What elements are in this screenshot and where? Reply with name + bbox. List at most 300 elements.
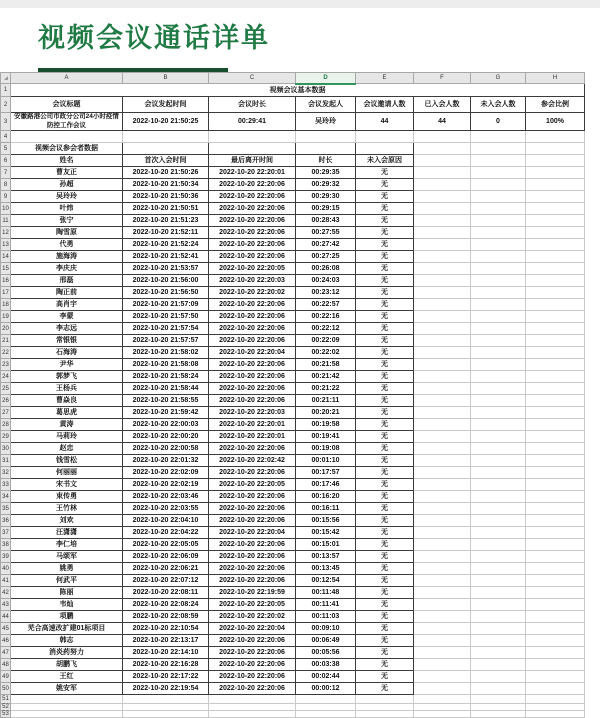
call-duration[interactable]: 00:03:38 bbox=[296, 659, 356, 671]
last-leave-time[interactable]: 2022-10-20 22:20:01 bbox=[209, 431, 296, 443]
last-leave-time[interactable]: 2022-10-20 22:20:06 bbox=[209, 443, 296, 455]
first-join-time[interactable]: 2022-10-20 22:19:54 bbox=[123, 683, 209, 695]
participant-name[interactable]: 马莉玲 bbox=[11, 431, 123, 443]
last-leave-time[interactable]: 2022-10-20 22:20:06 bbox=[209, 383, 296, 395]
row-header[interactable]: 44 bbox=[1, 611, 11, 623]
no-join-reason[interactable]: 无 bbox=[356, 203, 414, 215]
header-start-time[interactable]: 会议发起时间 bbox=[123, 97, 209, 113]
participant-name[interactable]: 李庆庆 bbox=[11, 263, 123, 275]
call-duration[interactable]: 00:09:10 bbox=[296, 623, 356, 635]
call-duration[interactable]: 00:13:57 bbox=[296, 551, 356, 563]
row-header[interactable]: 45 bbox=[1, 623, 11, 635]
participant-name[interactable]: 王竹林 bbox=[11, 503, 123, 515]
last-leave-time[interactable]: 2022-10-20 22:20:04 bbox=[209, 527, 296, 539]
participant-name[interactable]: 石海涛 bbox=[11, 347, 123, 359]
last-leave-time[interactable]: 2022-10-20 22:20:06 bbox=[209, 647, 296, 659]
last-leave-time[interactable]: 2022-10-20 22:20:06 bbox=[209, 683, 296, 695]
call-duration[interactable]: 00:11:48 bbox=[296, 587, 356, 599]
participant-name[interactable]: 葛思虎 bbox=[11, 407, 123, 419]
column-header-e[interactable]: E bbox=[356, 73, 414, 84]
last-leave-time[interactable]: 2022-10-20 22:20:06 bbox=[209, 659, 296, 671]
no-join-reason[interactable]: 无 bbox=[356, 635, 414, 647]
no-join-reason[interactable]: 无 bbox=[356, 443, 414, 455]
participant-name[interactable]: 赵忠 bbox=[11, 443, 123, 455]
participant-name[interactable]: 韩志 bbox=[11, 635, 123, 647]
no-join-reason[interactable]: 无 bbox=[356, 503, 414, 515]
last-leave-time[interactable]: 2022-10-20 22:20:06 bbox=[209, 671, 296, 683]
row-header[interactable]: 41 bbox=[1, 575, 11, 587]
first-join-time[interactable]: 2022-10-20 21:58:02 bbox=[123, 347, 209, 359]
header-name[interactable]: 姓名 bbox=[11, 155, 123, 167]
call-duration[interactable]: 00:17:46 bbox=[296, 479, 356, 491]
participant-name[interactable]: 汪潇潇 bbox=[11, 527, 123, 539]
participant-name[interactable]: 陶正前 bbox=[11, 287, 123, 299]
row-header[interactable]: 49 bbox=[1, 671, 11, 683]
row-header[interactable]: 2 bbox=[1, 97, 11, 113]
no-join-reason[interactable]: 无 bbox=[356, 227, 414, 239]
first-join-time[interactable]: 2022-10-20 22:02:09 bbox=[123, 467, 209, 479]
first-join-time[interactable]: 2022-10-20 21:50:51 bbox=[123, 203, 209, 215]
column-header-f[interactable]: F bbox=[414, 73, 471, 84]
first-join-time[interactable]: 2022-10-20 21:57:50 bbox=[123, 311, 209, 323]
participant-name[interactable]: 李志远 bbox=[11, 323, 123, 335]
last-leave-time[interactable]: 2022-10-20 22:20:06 bbox=[209, 467, 296, 479]
row-header[interactable]: 32 bbox=[1, 467, 11, 479]
header-first-join[interactable]: 首次入会时间 bbox=[123, 155, 209, 167]
row-header[interactable]: 36 bbox=[1, 515, 11, 527]
last-leave-time[interactable]: 2022-10-20 22:20:06 bbox=[209, 635, 296, 647]
call-duration[interactable]: 00:27:55 bbox=[296, 227, 356, 239]
last-leave-time[interactable]: 2022-10-20 22:20:06 bbox=[209, 227, 296, 239]
no-join-reason[interactable]: 无 bbox=[356, 647, 414, 659]
participant-name[interactable]: 姚勇 bbox=[11, 563, 123, 575]
last-leave-time[interactable]: 2022-10-20 22:20:06 bbox=[209, 515, 296, 527]
last-leave-time[interactable]: 2022-10-20 22:20:06 bbox=[209, 335, 296, 347]
row-header[interactable]: 13 bbox=[1, 239, 11, 251]
no-join-reason[interactable]: 无 bbox=[356, 623, 414, 635]
participant-name[interactable]: 黄涛 bbox=[11, 419, 123, 431]
call-duration[interactable]: 00:22:09 bbox=[296, 335, 356, 347]
column-header-g[interactable]: G bbox=[471, 73, 526, 84]
participant-name[interactable]: 王杨兵 bbox=[11, 383, 123, 395]
column-header-d[interactable]: D bbox=[296, 73, 356, 84]
no-join-reason[interactable]: 无 bbox=[356, 359, 414, 371]
first-join-time[interactable]: 2022-10-20 21:50:36 bbox=[123, 191, 209, 203]
no-join-reason[interactable]: 无 bbox=[356, 611, 414, 623]
call-duration[interactable]: 00:26:08 bbox=[296, 263, 356, 275]
no-join-reason[interactable]: 无 bbox=[356, 551, 414, 563]
row-header[interactable]: 37 bbox=[1, 527, 11, 539]
row-header[interactable]: 1 bbox=[1, 84, 11, 97]
call-duration[interactable]: 00:06:49 bbox=[296, 635, 356, 647]
header-meeting-title[interactable]: 会议标题 bbox=[11, 97, 123, 113]
first-join-time[interactable]: 2022-10-20 22:04:10 bbox=[123, 515, 209, 527]
last-leave-time[interactable]: 2022-10-20 22:20:06 bbox=[209, 359, 296, 371]
call-duration[interactable]: 00:22:02 bbox=[296, 347, 356, 359]
call-duration[interactable]: 00:02:44 bbox=[296, 671, 356, 683]
column-header-a[interactable]: A bbox=[11, 73, 123, 84]
first-join-time[interactable]: 2022-10-20 21:58:24 bbox=[123, 371, 209, 383]
call-duration[interactable]: 00:11:41 bbox=[296, 599, 356, 611]
call-duration[interactable]: 00:15:56 bbox=[296, 515, 356, 527]
first-join-time[interactable]: 2022-10-20 22:14:10 bbox=[123, 647, 209, 659]
row-header[interactable]: 14 bbox=[1, 251, 11, 263]
no-join-reason[interactable]: 无 bbox=[356, 239, 414, 251]
row-header[interactable]: 38 bbox=[1, 539, 11, 551]
no-join-reason[interactable]: 无 bbox=[356, 683, 414, 695]
header-invited[interactable]: 会议邀请人数 bbox=[356, 97, 414, 113]
participant-name[interactable]: 叶炜 bbox=[11, 203, 123, 215]
select-all-corner[interactable] bbox=[1, 73, 11, 84]
first-join-time[interactable]: 2022-10-20 21:58:44 bbox=[123, 383, 209, 395]
row-header[interactable]: 24 bbox=[1, 371, 11, 383]
participant-name[interactable]: 芜合高速改扩建01标项目 bbox=[11, 623, 123, 635]
row-header[interactable]: 17 bbox=[1, 287, 11, 299]
participant-name[interactable]: 张宁 bbox=[11, 215, 123, 227]
call-duration[interactable]: 00:19:58 bbox=[296, 419, 356, 431]
row-header[interactable]: 3 bbox=[1, 113, 11, 131]
row-header[interactable]: 9 bbox=[1, 191, 11, 203]
column-header-c[interactable]: C bbox=[209, 73, 296, 84]
row-header[interactable]: 21 bbox=[1, 335, 11, 347]
joined-count-cell[interactable]: 44 bbox=[414, 113, 471, 131]
row-header[interactable]: 18 bbox=[1, 299, 11, 311]
first-join-time[interactable]: 2022-10-20 21:58:55 bbox=[123, 395, 209, 407]
row-header[interactable]: 42 bbox=[1, 587, 11, 599]
first-join-time[interactable]: 2022-10-20 21:52:24 bbox=[123, 239, 209, 251]
row-header[interactable]: 40 bbox=[1, 563, 11, 575]
last-leave-time[interactable]: 2022-10-20 22:20:02 bbox=[209, 287, 296, 299]
first-join-time[interactable]: 2022-10-20 22:08:11 bbox=[123, 587, 209, 599]
call-duration[interactable]: 00:21:58 bbox=[296, 359, 356, 371]
last-leave-time[interactable]: 2022-10-20 22:02:42 bbox=[209, 455, 296, 467]
participant-name[interactable]: 马颂军 bbox=[11, 551, 123, 563]
no-join-reason[interactable]: 无 bbox=[356, 467, 414, 479]
last-leave-time[interactable]: 2022-10-20 22:20:06 bbox=[209, 215, 296, 227]
meeting-initiator-cell[interactable]: 吴玲玲 bbox=[296, 113, 356, 131]
no-join-reason[interactable]: 无 bbox=[356, 659, 414, 671]
call-duration[interactable]: 00:01:10 bbox=[296, 455, 356, 467]
first-join-time[interactable]: 2022-10-20 21:57:57 bbox=[123, 335, 209, 347]
last-leave-time[interactable]: 2022-10-20 22:20:06 bbox=[209, 299, 296, 311]
last-leave-time[interactable]: 2022-10-20 22:20:03 bbox=[209, 407, 296, 419]
last-leave-time[interactable]: 2022-10-20 22:20:06 bbox=[209, 491, 296, 503]
no-join-reason[interactable]: 无 bbox=[356, 455, 414, 467]
row-header[interactable]: 25 bbox=[1, 383, 11, 395]
no-join-reason[interactable]: 无 bbox=[356, 599, 414, 611]
first-join-time[interactable]: 2022-10-20 21:58:08 bbox=[123, 359, 209, 371]
participant-name[interactable]: 李蒙 bbox=[11, 311, 123, 323]
participant-name[interactable]: 高肖宇 bbox=[11, 299, 123, 311]
call-duration[interactable]: 00:20:21 bbox=[296, 407, 356, 419]
row-header[interactable]: 10 bbox=[1, 203, 11, 215]
first-join-time[interactable]: 2022-10-20 22:04:22 bbox=[123, 527, 209, 539]
call-duration[interactable]: 00:23:12 bbox=[296, 287, 356, 299]
header-initiator[interactable]: 会议发起人 bbox=[296, 97, 356, 113]
participant-name[interactable]: 王红 bbox=[11, 671, 123, 683]
call-duration[interactable]: 00:27:25 bbox=[296, 251, 356, 263]
no-join-reason[interactable]: 无 bbox=[356, 527, 414, 539]
first-join-time[interactable]: 2022-10-20 21:53:57 bbox=[123, 263, 209, 275]
last-leave-time[interactable]: 2022-10-20 22:20:02 bbox=[209, 611, 296, 623]
call-duration[interactable]: 00:22:16 bbox=[296, 311, 356, 323]
last-leave-time[interactable]: 2022-10-20 22:20:06 bbox=[209, 191, 296, 203]
participant-name[interactable]: 何武平 bbox=[11, 575, 123, 587]
last-leave-time[interactable]: 2022-10-20 22:20:06 bbox=[209, 395, 296, 407]
participant-name[interactable]: 钱雪松 bbox=[11, 455, 123, 467]
header-last-leave[interactable]: 最后离开时间 bbox=[209, 155, 296, 167]
no-join-reason[interactable]: 无 bbox=[356, 575, 414, 587]
no-join-reason[interactable]: 无 bbox=[356, 179, 414, 191]
call-duration[interactable]: 00:29:35 bbox=[296, 167, 356, 179]
no-join-reason[interactable]: 无 bbox=[356, 311, 414, 323]
row-header[interactable]: 29 bbox=[1, 431, 11, 443]
no-join-reason[interactable]: 无 bbox=[356, 491, 414, 503]
row-header[interactable]: 6 bbox=[1, 155, 11, 167]
first-join-time[interactable]: 2022-10-20 22:08:24 bbox=[123, 599, 209, 611]
last-leave-time[interactable]: 2022-10-20 22:20:06 bbox=[209, 551, 296, 563]
participant-name[interactable]: 代勇 bbox=[11, 239, 123, 251]
no-join-reason[interactable]: 无 bbox=[356, 587, 414, 599]
call-duration[interactable]: 00:12:54 bbox=[296, 575, 356, 587]
row-header[interactable]: 51 bbox=[2, 696, 9, 702]
participant-name[interactable]: 陶雪原 bbox=[11, 227, 123, 239]
participant-section-title[interactable]: 视频会议参会者数据 bbox=[11, 143, 123, 155]
header-no-join-reason[interactable]: 未入会原因 bbox=[356, 155, 414, 167]
first-join-time[interactable]: 2022-10-20 21:51:23 bbox=[123, 215, 209, 227]
row-header[interactable]: 8 bbox=[1, 179, 11, 191]
first-join-time[interactable]: 2022-10-20 21:57:09 bbox=[123, 299, 209, 311]
row-header[interactable]: 11 bbox=[1, 215, 11, 227]
no-join-reason[interactable]: 无 bbox=[356, 431, 414, 443]
participant-name[interactable]: 项鹏 bbox=[11, 611, 123, 623]
row-header[interactable]: 22 bbox=[1, 347, 11, 359]
header-duration[interactable]: 会议时长 bbox=[209, 97, 296, 113]
meeting-title-cell[interactable]: 安徽路港公司市政分公司24小时疫情防控工作会议 bbox=[11, 113, 123, 131]
participant-name[interactable]: 曹焱良 bbox=[11, 395, 123, 407]
last-leave-time[interactable]: 2022-10-20 22:20:05 bbox=[209, 599, 296, 611]
no-join-reason[interactable]: 无 bbox=[356, 671, 414, 683]
call-duration[interactable]: 00:19:08 bbox=[296, 443, 356, 455]
header-ratio[interactable]: 参会比例 bbox=[526, 97, 585, 113]
call-duration[interactable]: 00:00:12 bbox=[296, 683, 356, 695]
last-leave-time[interactable]: 2022-10-20 22:20:06 bbox=[209, 323, 296, 335]
row-header[interactable]: 23 bbox=[1, 359, 11, 371]
call-duration[interactable]: 00:22:57 bbox=[296, 299, 356, 311]
first-join-time[interactable]: 2022-10-20 21:50:34 bbox=[123, 179, 209, 191]
no-join-reason[interactable]: 无 bbox=[356, 299, 414, 311]
last-leave-time[interactable]: 2022-10-20 22:20:01 bbox=[209, 419, 296, 431]
participant-name[interactable]: 胡鹏飞 bbox=[11, 659, 123, 671]
participant-name[interactable]: 郭梦飞 bbox=[11, 371, 123, 383]
first-join-time[interactable]: 2022-10-20 22:02:19 bbox=[123, 479, 209, 491]
call-duration[interactable]: 00:16:20 bbox=[296, 491, 356, 503]
last-leave-time[interactable]: 2022-10-20 22:20:04 bbox=[209, 623, 296, 635]
call-duration[interactable]: 00:22:12 bbox=[296, 323, 356, 335]
first-join-time[interactable]: 2022-10-20 21:56:00 bbox=[123, 275, 209, 287]
first-join-time[interactable]: 2022-10-20 21:59:42 bbox=[123, 407, 209, 419]
no-join-reason[interactable]: 无 bbox=[356, 371, 414, 383]
first-join-time[interactable]: 2022-10-20 22:01:32 bbox=[123, 455, 209, 467]
last-leave-time[interactable]: 2022-10-20 22:20:06 bbox=[209, 503, 296, 515]
last-leave-time[interactable]: 2022-10-20 22:20:06 bbox=[209, 239, 296, 251]
header-joined[interactable]: 已入会人数 bbox=[414, 97, 471, 113]
column-header-h[interactable]: H bbox=[526, 73, 585, 84]
call-duration[interactable]: 00:29:32 bbox=[296, 179, 356, 191]
first-join-time[interactable]: 2022-10-20 22:07:12 bbox=[123, 575, 209, 587]
participant-name[interactable]: 李仁培 bbox=[11, 539, 123, 551]
row-header[interactable]: 35 bbox=[1, 503, 11, 515]
first-join-time[interactable]: 2022-10-20 22:03:46 bbox=[123, 491, 209, 503]
header-not-joined[interactable]: 未入会人数 bbox=[471, 97, 526, 113]
first-join-time[interactable]: 2022-10-20 22:06:09 bbox=[123, 551, 209, 563]
row-header[interactable]: 16 bbox=[1, 275, 11, 287]
no-join-reason[interactable]: 无 bbox=[356, 335, 414, 347]
participant-name[interactable]: 孙超 bbox=[11, 179, 123, 191]
call-duration[interactable]: 00:28:43 bbox=[296, 215, 356, 227]
row-header[interactable]: 39 bbox=[1, 551, 11, 563]
participant-name[interactable]: 刘欢 bbox=[11, 515, 123, 527]
first-join-time[interactable]: 2022-10-20 22:00:03 bbox=[123, 419, 209, 431]
last-leave-time[interactable]: 2022-10-20 22:20:06 bbox=[209, 539, 296, 551]
participant-name[interactable]: 常银银 bbox=[11, 335, 123, 347]
first-join-time[interactable]: 2022-10-20 22:17:22 bbox=[123, 671, 209, 683]
no-join-reason[interactable]: 无 bbox=[356, 479, 414, 491]
call-duration[interactable]: 00:15:01 bbox=[296, 539, 356, 551]
row-header[interactable]: 48 bbox=[1, 659, 11, 671]
last-leave-time[interactable]: 2022-10-20 22:20:06 bbox=[209, 203, 296, 215]
call-duration[interactable]: 00:29:15 bbox=[296, 203, 356, 215]
meeting-start-cell[interactable]: 2022-10-20 21:50:25 bbox=[123, 113, 209, 131]
row-header[interactable]: 30 bbox=[1, 443, 11, 455]
first-join-time[interactable]: 2022-10-20 22:03:55 bbox=[123, 503, 209, 515]
row-header[interactable]: 4 bbox=[1, 131, 11, 143]
participant-name[interactable]: 束传勇 bbox=[11, 491, 123, 503]
participant-name[interactable]: 宋书文 bbox=[11, 479, 123, 491]
row-header[interactable]: 7 bbox=[1, 167, 11, 179]
no-join-reason[interactable]: 无 bbox=[356, 263, 414, 275]
last-leave-time[interactable]: 2022-10-20 22:20:06 bbox=[209, 371, 296, 383]
row-header[interactable]: 50 bbox=[1, 683, 11, 695]
last-leave-time[interactable]: 2022-10-20 22:20:04 bbox=[209, 347, 296, 359]
last-leave-time[interactable]: 2022-10-20 22:20:05 bbox=[209, 479, 296, 491]
no-join-reason[interactable]: 无 bbox=[356, 251, 414, 263]
row-header[interactable]: 33 bbox=[1, 479, 11, 491]
no-join-reason[interactable]: 无 bbox=[356, 167, 414, 179]
row-header[interactable]: 34 bbox=[1, 491, 11, 503]
call-duration[interactable]: 00:17:57 bbox=[296, 467, 356, 479]
no-join-reason[interactable]: 无 bbox=[356, 515, 414, 527]
call-duration[interactable]: 00:21:11 bbox=[296, 395, 356, 407]
last-leave-time[interactable]: 2022-10-20 22:20:06 bbox=[209, 563, 296, 575]
last-leave-time[interactable]: 2022-10-20 22:20:06 bbox=[209, 179, 296, 191]
first-join-time[interactable]: 2022-10-20 22:16:28 bbox=[123, 659, 209, 671]
no-join-reason[interactable]: 无 bbox=[356, 383, 414, 395]
row-header[interactable]: 52 bbox=[2, 704, 9, 710]
call-duration[interactable]: 00:13:45 bbox=[296, 563, 356, 575]
participant-name[interactable]: 邢磊 bbox=[11, 275, 123, 287]
no-join-reason[interactable]: 无 bbox=[356, 419, 414, 431]
last-leave-time[interactable]: 2022-10-20 22:20:01 bbox=[209, 167, 296, 179]
header-call-duration[interactable]: 时长 bbox=[296, 155, 356, 167]
no-join-reason[interactable]: 无 bbox=[356, 347, 414, 359]
first-join-time[interactable]: 2022-10-20 21:50:26 bbox=[123, 167, 209, 179]
participant-name[interactable]: 韦灿 bbox=[11, 599, 123, 611]
ratio-cell[interactable]: 100% bbox=[526, 113, 585, 131]
no-join-reason[interactable]: 无 bbox=[356, 191, 414, 203]
no-join-reason[interactable]: 无 bbox=[356, 395, 414, 407]
call-duration[interactable]: 00:21:42 bbox=[296, 371, 356, 383]
no-join-reason[interactable]: 无 bbox=[356, 407, 414, 419]
participant-name[interactable]: 尹华 bbox=[11, 359, 123, 371]
invited-count-cell[interactable]: 44 bbox=[356, 113, 414, 131]
row-header[interactable]: 20 bbox=[1, 323, 11, 335]
no-join-reason[interactable]: 无 bbox=[356, 275, 414, 287]
no-join-reason[interactable]: 无 bbox=[356, 539, 414, 551]
row-header[interactable]: 46 bbox=[1, 635, 11, 647]
first-join-time[interactable]: 2022-10-20 22:10:54 bbox=[123, 623, 209, 635]
last-leave-time[interactable]: 2022-10-20 22:20:03 bbox=[209, 275, 296, 287]
row-header[interactable]: 5 bbox=[1, 143, 11, 155]
row-header[interactable]: 12 bbox=[1, 227, 11, 239]
row-header[interactable]: 26 bbox=[1, 395, 11, 407]
participant-name[interactable]: 消炎药努力 bbox=[11, 647, 123, 659]
row-header[interactable]: 43 bbox=[1, 599, 11, 611]
participant-name[interactable]: 施海涛 bbox=[11, 251, 123, 263]
participant-name[interactable]: 曹友正 bbox=[11, 167, 123, 179]
first-join-time[interactable]: 2022-10-20 21:52:11 bbox=[123, 227, 209, 239]
meeting-section-title[interactable]: 视频会议基本数据 bbox=[11, 84, 585, 97]
row-header[interactable]: 31 bbox=[1, 455, 11, 467]
meeting-duration-cell[interactable]: 00:29:41 bbox=[209, 113, 296, 131]
last-leave-time[interactable]: 2022-10-20 22:20:05 bbox=[209, 263, 296, 275]
no-join-reason[interactable]: 无 bbox=[356, 287, 414, 299]
no-join-reason[interactable]: 无 bbox=[356, 323, 414, 335]
participant-name[interactable]: 吴玲玲 bbox=[11, 191, 123, 203]
first-join-time[interactable]: 2022-10-20 21:52:41 bbox=[123, 251, 209, 263]
row-header[interactable]: 28 bbox=[1, 419, 11, 431]
row-header[interactable]: 15 bbox=[1, 263, 11, 275]
row-header[interactable]: 53 bbox=[2, 711, 9, 717]
row-header[interactable]: 19 bbox=[1, 311, 11, 323]
participant-name[interactable]: 何丽丽 bbox=[11, 467, 123, 479]
not-joined-count-cell[interactable]: 0 bbox=[471, 113, 526, 131]
row-header[interactable]: 27 bbox=[1, 407, 11, 419]
call-duration[interactable]: 00:27:42 bbox=[296, 239, 356, 251]
last-leave-time[interactable]: 2022-10-20 22:20:06 bbox=[209, 251, 296, 263]
row-header[interactable]: 47 bbox=[1, 647, 11, 659]
participant-name[interactable]: 陈丽 bbox=[11, 587, 123, 599]
first-join-time[interactable]: 2022-10-20 22:06:21 bbox=[123, 563, 209, 575]
first-join-time[interactable]: 2022-10-20 22:00:58 bbox=[123, 443, 209, 455]
call-duration[interactable]: 00:15:42 bbox=[296, 527, 356, 539]
first-join-time[interactable]: 2022-10-20 22:13:17 bbox=[123, 635, 209, 647]
first-join-time[interactable]: 2022-10-20 21:57:54 bbox=[123, 323, 209, 335]
first-join-time[interactable]: 2022-10-20 22:05:05 bbox=[123, 539, 209, 551]
first-join-time[interactable]: 2022-10-20 22:08:59 bbox=[123, 611, 209, 623]
last-leave-time[interactable]: 2022-10-20 22:19:59 bbox=[209, 587, 296, 599]
call-duration[interactable]: 00:19:41 bbox=[296, 431, 356, 443]
call-duration[interactable]: 00:05:56 bbox=[296, 647, 356, 659]
no-join-reason[interactable]: 无 bbox=[356, 215, 414, 227]
last-leave-time[interactable]: 2022-10-20 22:20:06 bbox=[209, 575, 296, 587]
no-join-reason[interactable]: 无 bbox=[356, 563, 414, 575]
call-duration[interactable]: 00:16:11 bbox=[296, 503, 356, 515]
call-duration[interactable]: 00:24:03 bbox=[296, 275, 356, 287]
call-duration[interactable]: 00:21:22 bbox=[296, 383, 356, 395]
call-duration[interactable]: 00:11:03 bbox=[296, 611, 356, 623]
last-leave-time[interactable]: 2022-10-20 22:20:06 bbox=[209, 311, 296, 323]
